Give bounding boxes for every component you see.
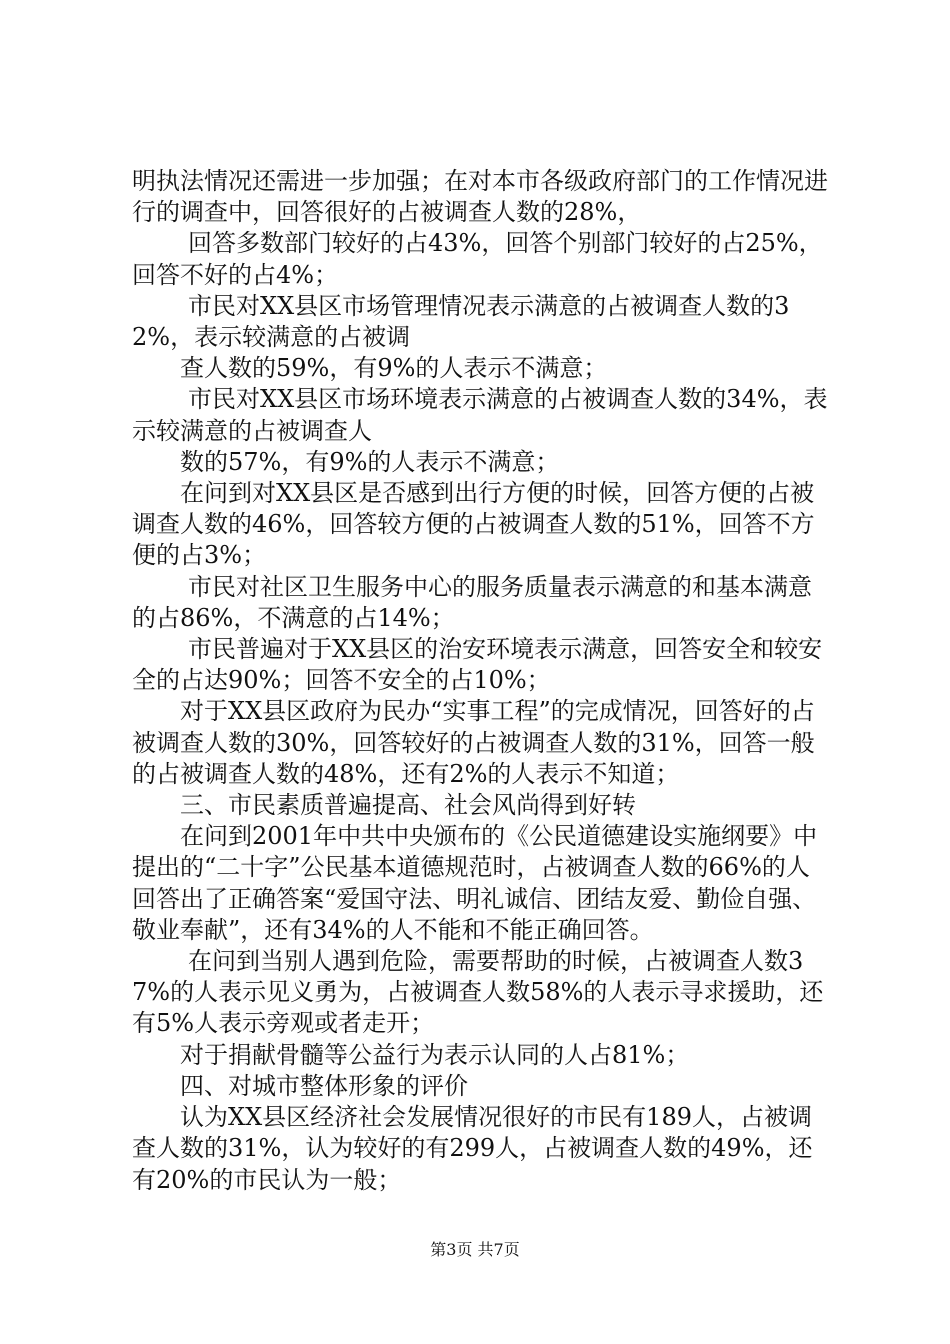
paragraph: 市民对XX县区市场环境表示满意的占被调查人数的34%，表示较满意的占被调查人 bbox=[132, 385, 828, 445]
paragraph: 在问到对XX县区是否感到出行方便的时候，回答方便的占被调查人数的46%，回答较方便的占被调查人数的51%，回答不方便的占3%； bbox=[132, 479, 815, 570]
paragraph: 查人数的59%，有9%的人表示不满意； bbox=[180, 354, 608, 383]
paragraph: 市民对XX县区市场管理情况表示满意的占被调查人数的32%，表示较满意的占被调 bbox=[132, 291, 790, 352]
section-heading: 四、对城市整体形象的评价 bbox=[180, 1071, 468, 1100]
document-body bbox=[132, 166, 832, 1196]
paragraph: 在问到当别人遇到危险，需要帮助的时候，占被调查人数37%的人表示见义勇为，占被调查人数58%的人表示寻求援助，还有5%人表示旁观或者走开； bbox=[132, 947, 824, 1038]
section-heading: 三、市民素质普遍提高、社会风尚得到好转 bbox=[180, 791, 636, 820]
paragraph: 对于捐献骨髓等公益行为表示认同的人占81%； bbox=[180, 1040, 690, 1069]
paragraph: 明执法情况还需进一步加强；在对本市各级政府部门的工作情况进行的调查中，回答很好的占被调查人数的28%， bbox=[132, 167, 828, 227]
paragraph: 回答多数部门较好的占43%，回答个别部门较好的占25%，回答不好的占4%； bbox=[132, 229, 823, 289]
paragraph: 市民普遍对于XX县区的治安环境表示满意，回答安全和较安全的占达90%；回答不安全的占10%； bbox=[132, 635, 823, 695]
page-footer: 第3页 共7页 bbox=[430, 1240, 520, 1259]
paragraph: 对于XX县区政府为民办“实事工程”的完成情况，回答好的占被调查人数的30%，回答较好的占被调查人数的31%，回答一般的占被调查人数的48%，还有2%的人表示不知道； bbox=[132, 697, 815, 788]
paragraph: 在问到2001年中共中央颁布的《公民道德建设实施纲要》中提出的“二十字”公民基本道德规范时，占被调查人数的66%的人回答出了正确答案“爱国守法、明礼诚信、团结友爱、勤俭自强、敬业奉献”，还有34%的人不能和不能正确回答。 bbox=[132, 822, 818, 944]
paragraph: 认为XX县区经济社会发展情况很好的市民有189人，占被调查人数的31%，认为较好的有299人，占被调查人数的49%，还有20%的市民认为一般； bbox=[132, 1103, 813, 1194]
paragraph: 数的57%，有9%的人表示不满意； bbox=[180, 447, 560, 476]
paragraph: 市民对社区卫生服务中心的服务质量表示满意的和基本满意的占86%，不满意的占14%； bbox=[132, 572, 812, 632]
